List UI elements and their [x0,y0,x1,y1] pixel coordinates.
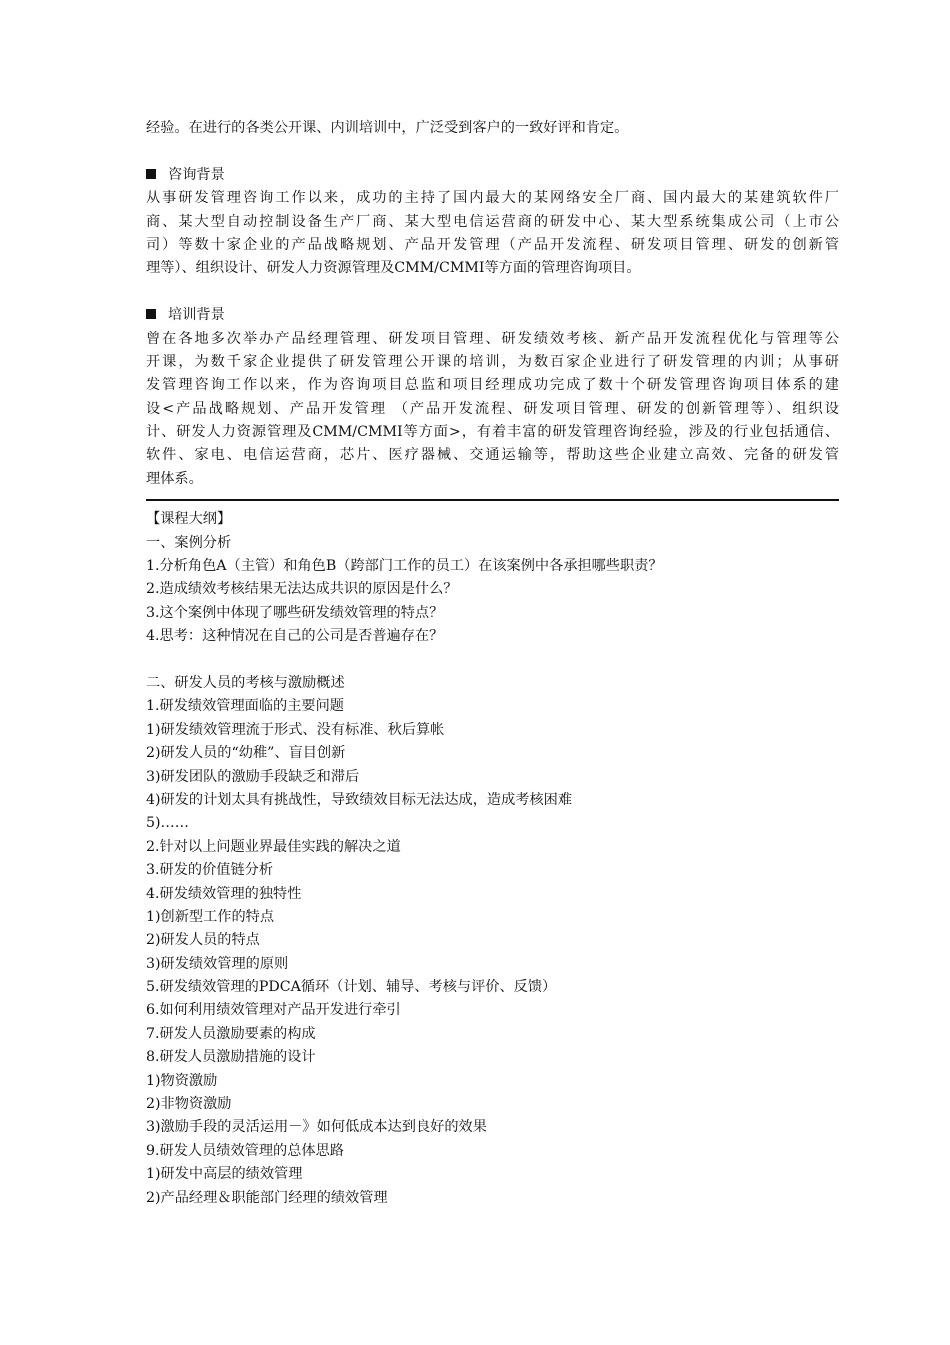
intro-continuation: 经验。在进行的各类公开课、内训培训中，广泛受到客户的一致好评和肯定。 [146,120,629,136]
outline-item: 1)物资激励 [146,1072,218,1089]
consulting-paragraph-line: 司）等数十家企业的产品战略规划、产品开发管理（产品开发流程、研发项目管理、研发的创新管 [146,236,839,253]
consulting-paragraph-line: 从事研发管理咨询工作以来，成功的主持了国内最大的某网络安全厂商、国内最大的某建筑软件厂 [146,190,839,207]
blank-line [146,140,839,163]
outline-item: 3)激励手段的灵活运用－》如何低成本达到良好的效果 [146,1119,487,1136]
consulting-heading-text: 咨询背景 [168,166,225,183]
outline-item: 3.研发的价值链分析 [146,862,274,879]
training-paragraph-line: 曾在各地多次举办产品经理管理、研发项目管理、研发绩效考核、新产品开发流程优化与管理等公 [146,330,839,347]
outline-section-heading: 一、案例分析 [146,534,232,551]
outline-item: 1.研发绩效管理面临的主要问题 [146,698,344,715]
section-divider [146,499,839,501]
outline-item: 5.研发绩效管理的PDCA循环（计划、辅导、考核与评价、反馈） [146,979,557,996]
outline-item: 5)…… [146,815,189,832]
blank-line [146,649,839,672]
training-paragraph-line: 软件、家电、电信运营商，芯片、医疗器械、交通运输等，帮助这些企业建立高效、完备的研发管 [146,447,839,464]
outline-item: 1)创新型工作的特点 [146,908,275,925]
outline-title: 【课程大纲】 [146,511,232,528]
training-paragraph-line: 设<产品战略规划、产品开发管理 （产品开发流程、研发项目管理、研发的创新管理等）、组织设 [146,400,839,417]
outline-item: 7.研发人员激励要素的构成 [146,1025,316,1042]
outline-item: 2)研发人员的“幼稚”、盲目创新 [146,745,346,762]
blank-line [146,281,839,304]
outline-item: 2.针对以上问题业界最佳实践的解决之道 [146,838,401,855]
outline-item: 1)研发绩效管理流于形式、没有标准、秋后算帐 [146,721,445,738]
outline-section-heading: 二、研发人员的考核与激励概述 [146,674,345,691]
outline-item: 2)非物资激励 [146,1096,232,1113]
outline-item: 1.分析角色A（主管）和角色B（跨部门工作的员工）在该案例中各承担哪些职责？ [146,558,663,575]
training-paragraph-line: 计、研发人力资源管理及CMM/CMMI等方面>，有着丰富的研发管理咨询经验，涉及的行业包括通信、 [146,424,839,441]
outline-item: 3.这个案例中体现了哪些研发绩效管理的特点？ [146,604,444,621]
training-paragraph-line: 发管理咨询工作以来，作为咨询项目总监和项目经理成功完成了数十个研发管理咨询项目体系的建 [146,377,839,394]
training-heading-text: 培训背景 [168,307,225,324]
outline-item: 3)研发团队的激励手段缺乏和滞后 [146,768,360,785]
consulting-heading [146,164,839,187]
square-bullet-icon [146,309,156,319]
consulting-paragraph-line: 商、某大型自动控制设备生产厂商、某大型电信运营商的研发中心、某大型系统集成公司（上市公 [146,213,839,230]
outline-item: 4.思考：这种情况在自己的公司是否普遍存在？ [146,628,444,645]
outline-item: 2)产品经理＆职能部门经理的绩效管理 [146,1189,388,1206]
outline-item: 1)研发中高层的绩效管理 [146,1166,303,1183]
outline-item: 4)研发的计划太具有挑战性，导致绩效目标无法达成，造成考核困难 [146,791,573,808]
outline-item: 4.研发绩效管理的独特性 [146,885,302,902]
training-heading [146,304,839,327]
outline-item: 8.研发人员激励措施的设计 [146,1049,316,1066]
training-paragraph-line: 理体系。 [146,470,203,487]
consulting-paragraph-line: 理等）、组织设计、研发人力资源管理及CMM/CMMI等方面的管理咨询项目。 [146,260,641,277]
square-bullet-icon [146,169,156,179]
outline-item: 3)研发绩效管理的原则 [146,955,289,972]
outline-item: 2)研发人员的特点 [146,932,260,949]
document-body [146,117,839,1210]
outline-item: 2.造成绩效考核结果无法达成共识的原因是什么？ [146,581,458,598]
outline-item: 9.研发人员绩效管理的总体思路 [146,1142,344,1159]
training-paragraph-line: 开课，为数千家企业提供了研发管理公开课的培训，为数百家企业进行了研发管理的内训；从事研 [146,353,839,370]
outline-item: 6.如何利用绩效管理对产品开发进行牵引 [146,1002,401,1019]
